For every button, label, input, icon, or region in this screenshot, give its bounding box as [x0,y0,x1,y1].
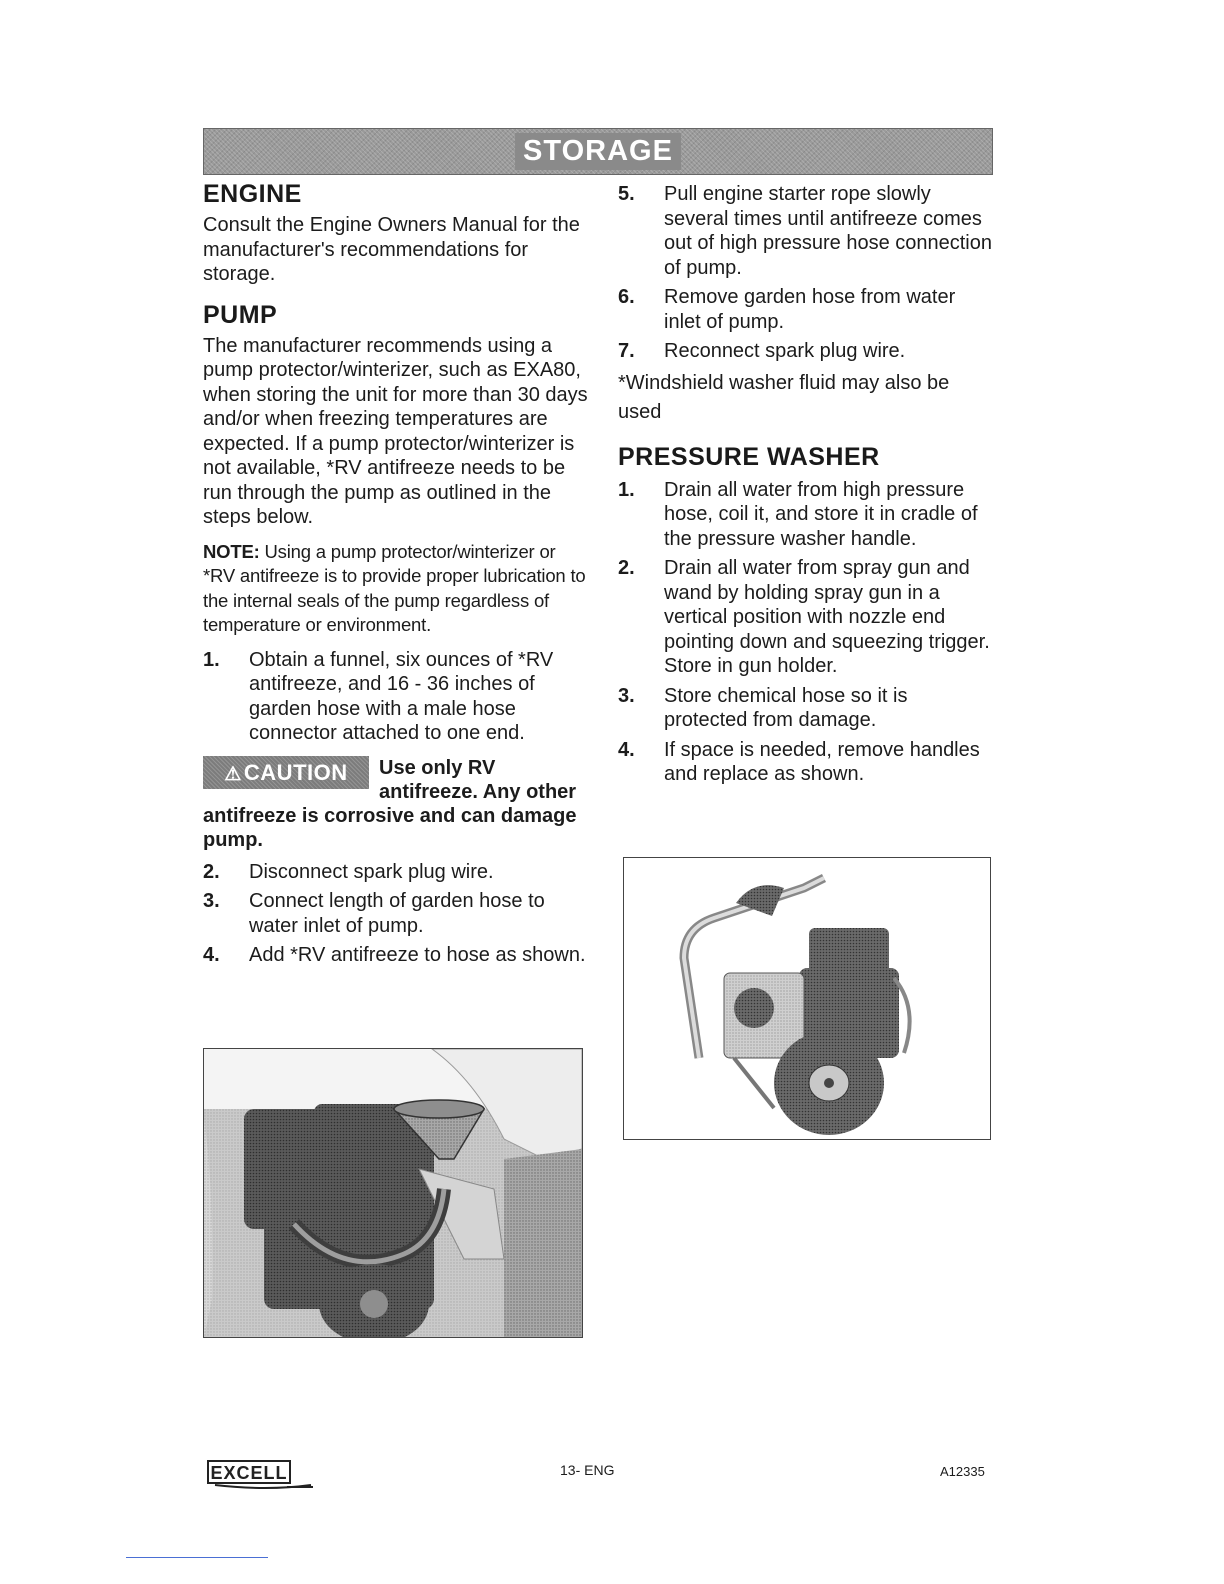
step-number: 7. [618,340,635,362]
step-number: 4. [618,738,635,761]
right-column [618,180,996,792]
list-item [618,182,996,280]
step-number: 2. [618,557,635,579]
note-text: Using a pump protector/winterizer or *RV antifreeze is to provide proper lubrication to the internal seals of the pump regardless of temperature or environment. [203,540,586,635]
footer-rule [126,1557,268,1558]
list-item [203,889,588,938]
section-banner [203,128,993,175]
step-text: Disconnect spark plug wire. [249,860,494,883]
left-column [203,180,588,973]
step-text: Drain all water from high pressure hose, coil it, and store it in cradle of the pressure washer handle. [664,478,978,550]
step-text: If space is needed, remove handles and replace as shown. [664,738,980,785]
caution-badge [203,756,369,789]
list-item [618,556,996,679]
pressure-washer-steps [618,478,996,787]
warning-triangle-icon: ⚠ [224,763,242,785]
note-label: NOTE: [203,540,260,562]
antifreeze-funnel-photo [203,1048,583,1338]
step-number: 3. [203,890,220,912]
windshield-note: *Windshield washer fluid may also be used [618,371,950,423]
list-item [203,860,588,885]
caution-label: CAUTION [243,759,348,785]
step-text: Reconnect spark plug wire. [664,340,906,362]
step-number: 1. [203,648,220,671]
step-text: Connect length of garden hose to water inlet of pump. [249,890,545,937]
list-item [203,648,588,746]
step-number: 6. [618,286,635,308]
pump-steps-first [203,648,588,746]
logo-text: EXCELL [210,1463,288,1483]
list-item [618,285,996,334]
list-item [618,478,996,552]
step-number: 5. [618,183,635,205]
pressure-washer-heading: PRESSURE WASHER [618,442,880,471]
list-item [618,339,996,364]
list-item [203,943,588,968]
pump-note [203,540,588,638]
brand-logo [207,1458,317,1497]
excell-logo-icon [207,1458,317,1492]
step-text: Store chemical hose so it is protected from damage. [664,684,908,731]
pump-steps-continued [618,182,996,364]
list-item [618,684,996,733]
pressure-washer-illustration [624,858,990,1139]
caution-notice [203,756,588,852]
section-title: STORAGE [515,133,681,170]
pump-funnel-illustration [204,1049,582,1337]
step-text: Drain all water from spray gun and wand by holding spray gun in a vertical position with nozzle end pointing down and squeezing trigger. Store in gun holder. [664,557,990,677]
page-number: 13- ENG [560,1462,615,1478]
step-text: Obtain a funnel, six ounces of *RV antifreeze, and 16 - 36 inches of garden hose with a male hose connector attached to one end. [249,648,554,744]
step-number: 2. [203,860,220,883]
step-number: 3. [618,684,635,707]
step-number: 4. [203,944,220,966]
stored-pressure-washer-photo [623,857,991,1140]
document-code: A12335 [940,1464,985,1479]
step-text: Pull engine starter rope slowly several times until antifreeze comes out of high pressure hose connection of pump. [664,183,992,279]
engine-body: Consult the Engine Owners Manual for the manufacturer's recommendations for storage. [203,214,580,285]
pump-body: The manufacturer recommends using a pump protector/winterizer, such as EXA80, when storing the unit for more than 30 days and/or when freezing temperatures are expected. If a pump protector/winterizer is not available, *RV antifreeze needs to be run through the pump as outlined in the steps below. [203,334,588,528]
pump-heading: PUMP [203,300,278,329]
step-number: 1. [618,478,635,501]
pump-steps-rest [203,860,588,968]
list-item [618,738,996,787]
engine-heading: ENGINE [203,180,302,208]
step-text: Remove garden hose from water inlet of pump. [664,286,956,333]
caution-text: Use only RV antifreeze. Any other antifreeze is corrosive and can damage pump. [203,756,577,851]
step-text: Add *RV antifreeze to hose as shown. [249,944,586,966]
